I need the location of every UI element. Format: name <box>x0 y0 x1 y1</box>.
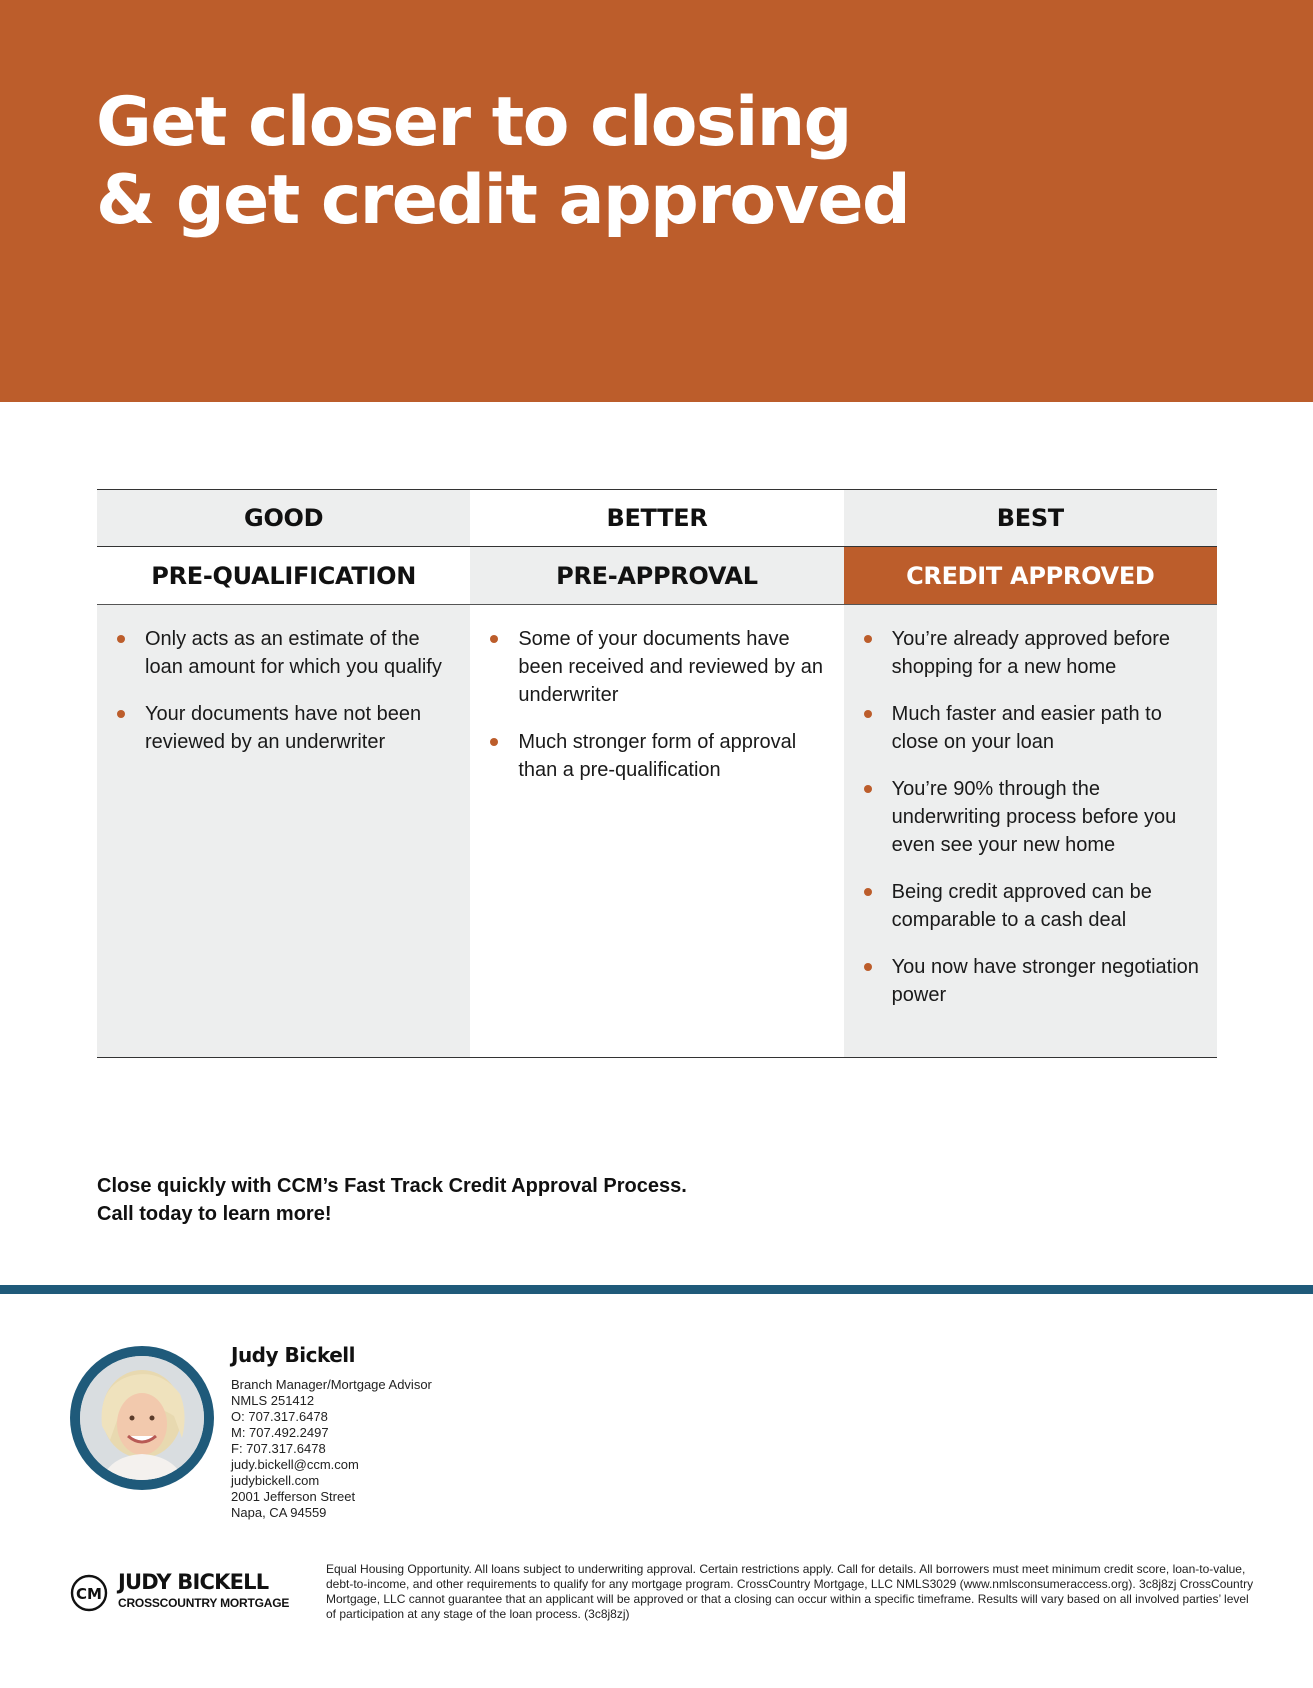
hero-title-line-1: Get closer to closing <box>96 83 851 162</box>
logo-company: CROSSCOUNTRY MORTGAGE <box>118 1596 290 1610</box>
footer-divider <box>0 1285 1313 1294</box>
list-item: Being credit approved can be comparable to a cash deal <box>892 878 1201 934</box>
logo-mark-text: CM <box>76 1585 102 1603</box>
portrait-photo <box>80 1356 204 1480</box>
column-body <box>97 605 470 1057</box>
tier-label: BEST <box>844 490 1217 547</box>
hero-banner <box>0 0 1313 402</box>
company-logo <box>70 1570 320 1614</box>
avatar <box>70 1346 214 1490</box>
stage-label: PRE-QUALIFICATION <box>97 547 470 605</box>
tier-label: BETTER <box>470 490 843 547</box>
bullet-list <box>97 605 470 756</box>
column-body <box>844 605 1217 1057</box>
legal-disclaimer: Equal Housing Opportunity. All loans subject to underwriting approval. Certain restrictions apply. Call for details. All borrowers must meet minimum credit score, loan-to-value, debt-to-income, and other requirements to qualify for any mortgage program. CrossCountry Mortgage, LLC NMLS3029 (www.nmlsconsumeraccess.org). 3c8j8zj CrossCountry Mortgage, LLC cannot guarantee that an applicant will be approved or that a closing can occur within a specific timeframe. Results will vary based on all involved parties’ level of participation at any stage of the loan process. (3c8j8zj) <box>326 1562 1254 1621</box>
list-item: Your documents have not been reviewed by an underwriter <box>145 700 454 756</box>
hero-title-line-2: & get credit approved <box>96 161 910 240</box>
hero-title <box>96 84 909 240</box>
column-better <box>470 490 843 1057</box>
ccm-logo-icon <box>70 1574 108 1612</box>
fax-number: F: 707.317.6478 <box>231 1441 326 1456</box>
comparison-table <box>97 489 1217 1058</box>
cta-line-2: Call today to learn more! <box>97 1203 332 1225</box>
list-item: You’re already approved before shopping for a new home <box>892 625 1201 681</box>
bullet-list <box>470 605 843 784</box>
contact-details <box>231 1377 432 1521</box>
portrait-illustration <box>80 1356 204 1480</box>
list-item: Some of your documents have been received and reviewed by an underwriter <box>518 625 827 709</box>
tier-label: GOOD <box>97 490 470 547</box>
advisor-name: Judy Bickell <box>231 1343 355 1367</box>
list-item: You now have stronger negotiation power <box>892 953 1201 1009</box>
mobile-phone: M: 707.492.2497 <box>231 1425 329 1440</box>
column-body <box>470 605 843 1057</box>
office-phone: O: 707.317.6478 <box>231 1409 328 1424</box>
column-best <box>844 490 1217 1057</box>
website-link[interactable]: judybickell.com <box>231 1473 320 1488</box>
stage-label: PRE-APPROVAL <box>470 547 843 605</box>
bullet-list <box>844 605 1217 1009</box>
list-item: Much stronger form of approval than a pre-qualification <box>518 728 827 784</box>
list-item: Only acts as an estimate of the loan amount for which you qualify <box>145 625 454 681</box>
stage-label-highlighted: CREDIT APPROVED <box>844 547 1217 605</box>
city-address: Napa, CA 94559 <box>231 1505 327 1520</box>
street-address: 2001 Jefferson Street <box>231 1489 356 1504</box>
advisor-title: Branch Manager/Mortgage Advisor <box>231 1377 432 1392</box>
list-item: You’re 90% through the underwriting process before you even see your new home <box>892 775 1201 859</box>
email-link[interactable]: judy.bickell@ccm.com <box>231 1457 359 1472</box>
call-to-action <box>97 1172 687 1228</box>
list-item: Much faster and easier path to close on your loan <box>892 700 1201 756</box>
cta-line-1: Close quickly with CCM’s Fast Track Credit Approval Process. <box>97 1175 687 1197</box>
contact-card <box>231 1343 432 1521</box>
advisor-nmls: NMLS 251412 <box>231 1393 315 1408</box>
logo-name: JUDY BICKELL <box>118 1570 269 1594</box>
column-good <box>97 490 470 1057</box>
